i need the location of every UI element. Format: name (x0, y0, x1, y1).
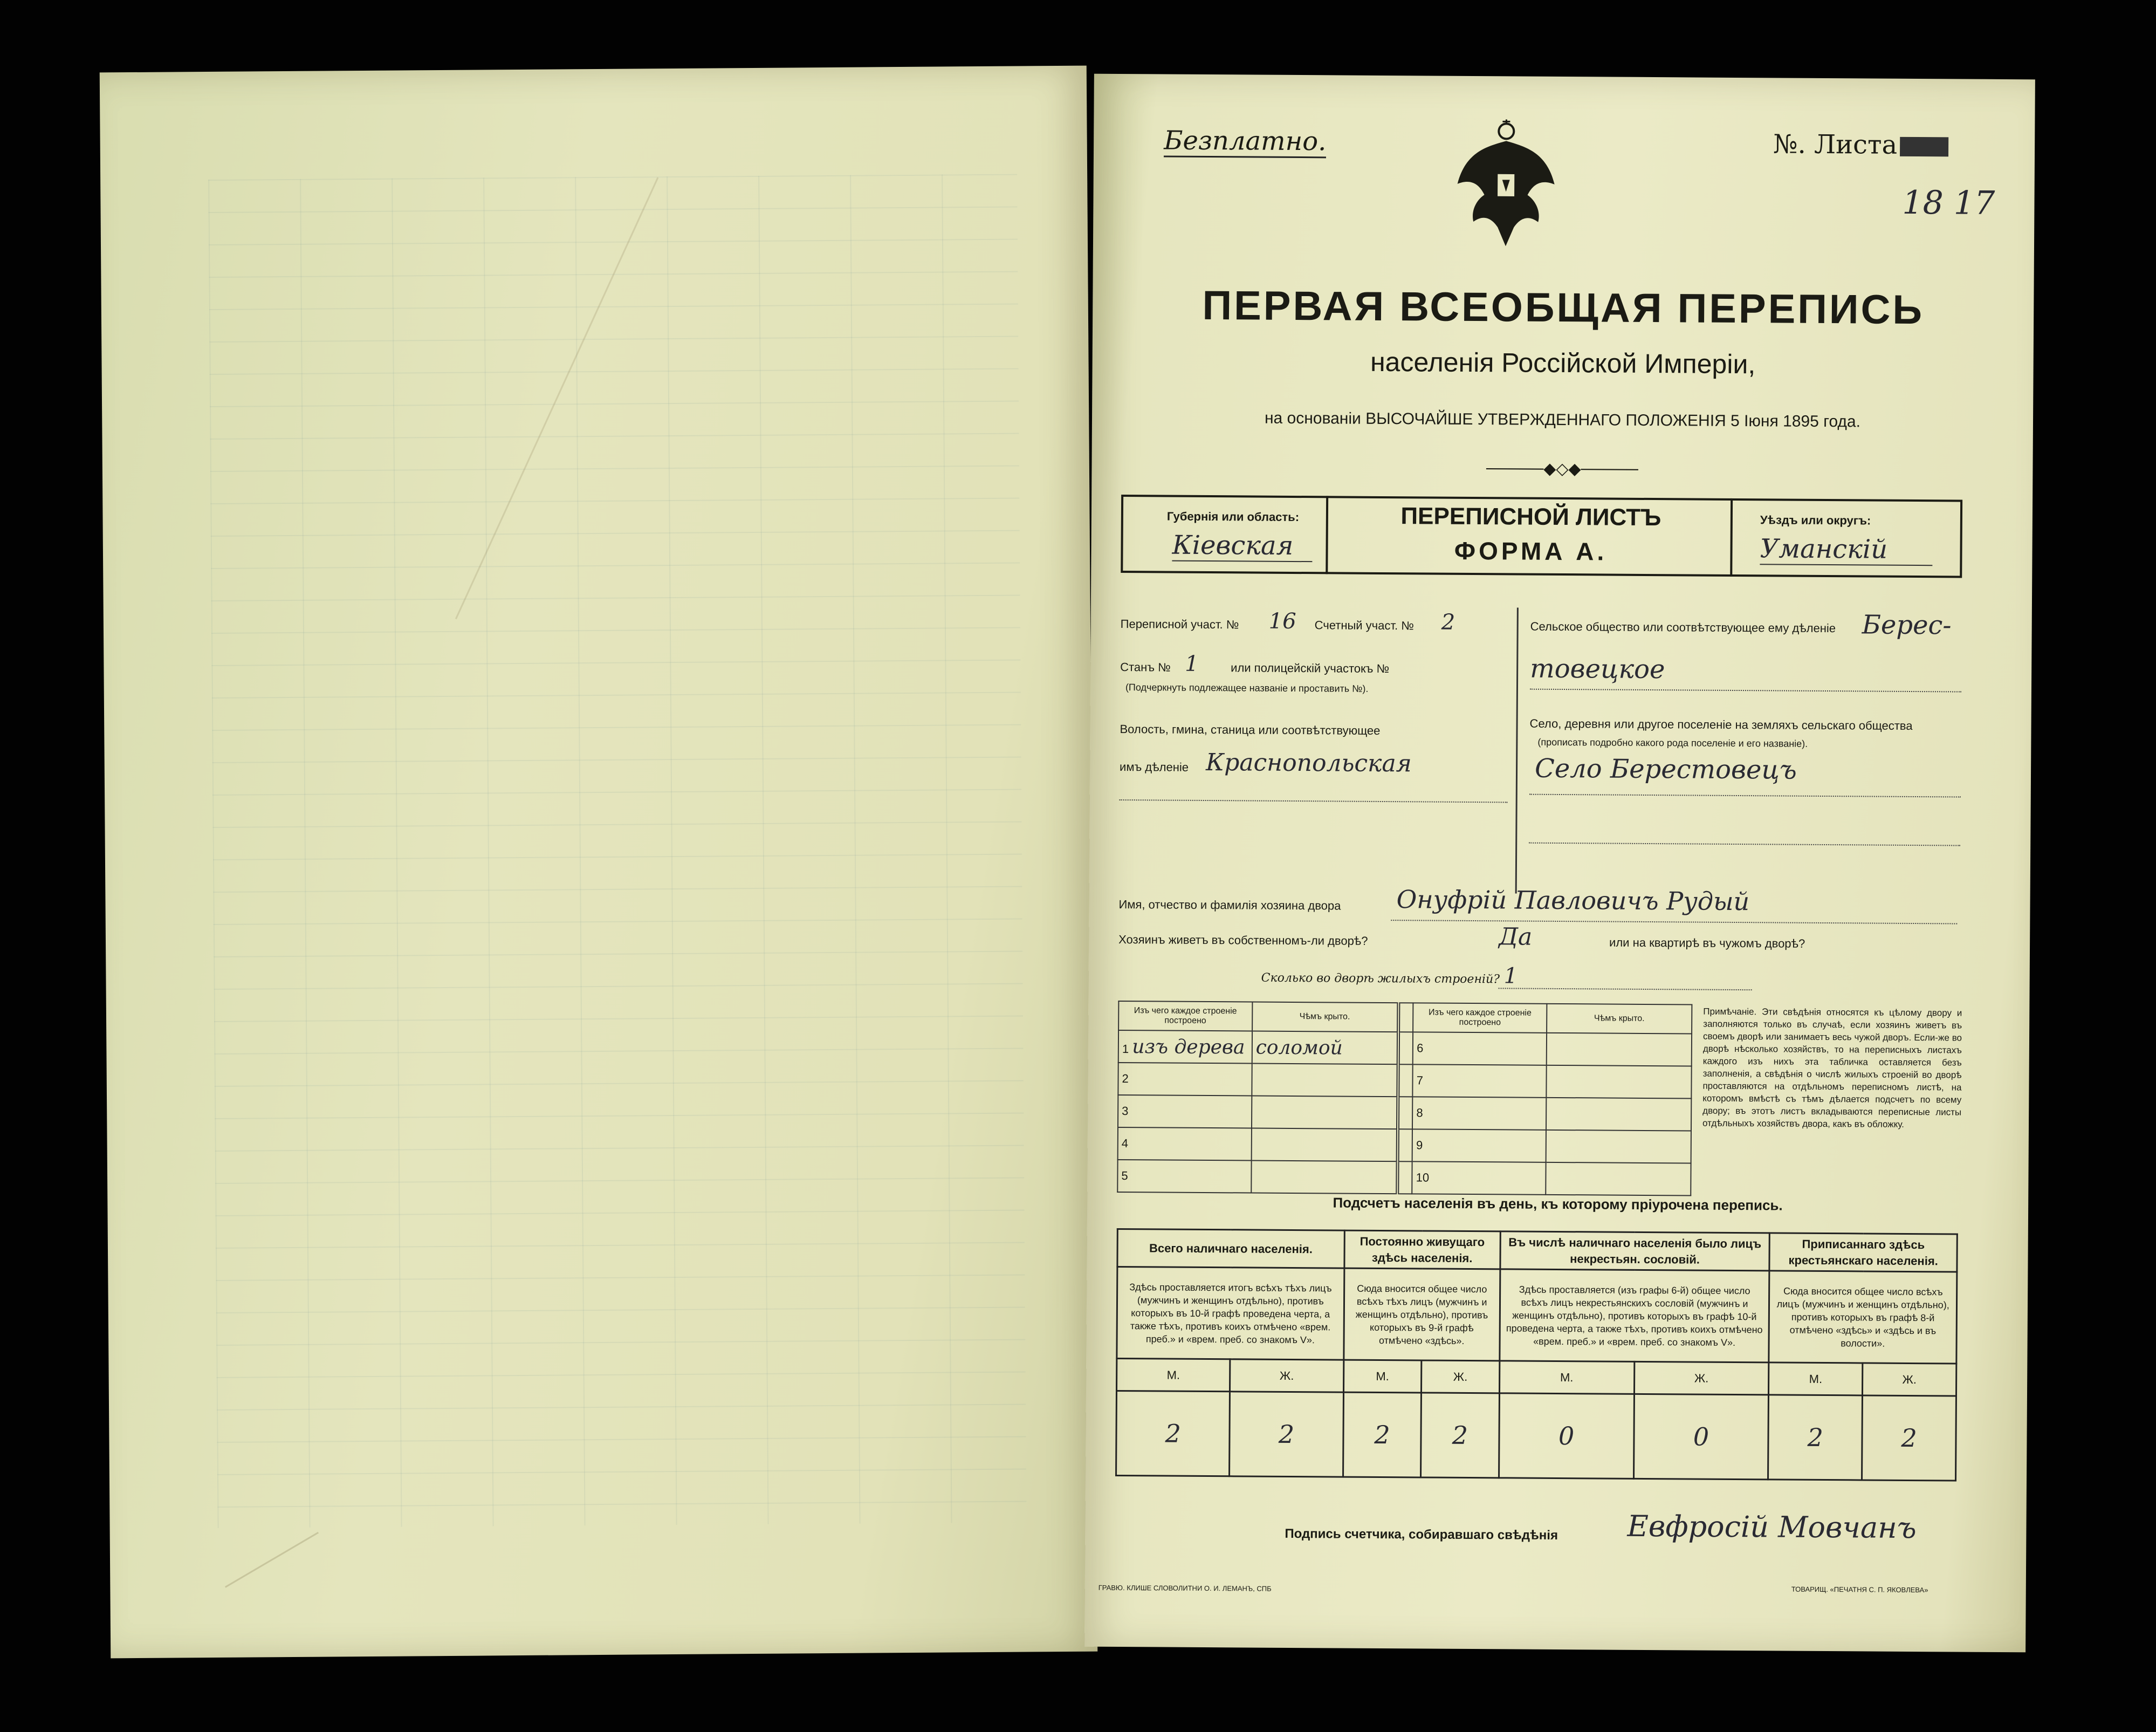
printer-left: ГРАВЮ. КЛИШЕ СЛОВОЛИТНИ О. И. ЛЕМАНЪ, СПБ (1098, 1583, 1272, 1593)
ornament-divider: ─────◆◇◆───── (1486, 460, 1638, 478)
form-type-title: ПЕРЕПИСНОЙ ЛИСТЪ (1400, 503, 1661, 531)
dotted-line (1529, 843, 1960, 846)
building-material-cell: 7 (1413, 1064, 1547, 1098)
form-type-code: ФОРМА А. (1454, 536, 1608, 566)
buildings-count-label: Сколько во дворѣ жилыхъ строеній? (1261, 971, 1500, 987)
female-header: Ж. (1422, 1360, 1500, 1393)
group-description: Здѣсь проставляется итогъ всѣхъ тѣхъ лицъ (мужчинъ и женщинъ отдѣльно), противъ которыхъ въ 10-й графѣ проведена черта, а также тѣхъ, противъ коихъ отмѣчено «врем. преб.» и «врем. преб. со знакомъ V». (1117, 1267, 1344, 1360)
form-subtitle: населенія Россійской Имперіи, (1370, 346, 1756, 380)
village-value: Село Берестовецъ (1534, 753, 1797, 785)
census-area-value: 16 (1268, 608, 1296, 634)
building-material-cell: 6 (1413, 1032, 1547, 1065)
society-value-1: Берес- (1862, 610, 1952, 641)
table-header: Изъ чего каждое строеніе построено (1413, 1003, 1547, 1033)
address-divider (1515, 608, 1519, 894)
building-material-cell: 4 (1118, 1127, 1252, 1161)
building-material-cell: 2 (1118, 1063, 1252, 1096)
village-label: Село, деревня или другое поселеніе на земляхъ сельскаго общества (1529, 716, 1913, 732)
volost-value: Краснопольская (1205, 748, 1412, 778)
police-label: или полицейскій участокъ № (1231, 661, 1390, 676)
province-value: Кіевская (1172, 530, 1312, 563)
female-header: Ж. (1863, 1363, 1956, 1396)
sheet-number-handwritten: 18 17 (1902, 183, 1995, 222)
female-count: 2 (1421, 1393, 1499, 1478)
building-roof-cell (1546, 1065, 1691, 1099)
table-row (1116, 1391, 1956, 1481)
table-header-row (1118, 1001, 1692, 1033)
form-title: ПЕРВАЯ ВСЕОБЩАЯ ПЕРЕПИСЬ (1202, 282, 1925, 333)
buildings-table (1117, 1001, 1692, 1196)
census-form-page (1084, 74, 2035, 1653)
building-roof-cell (1251, 1161, 1397, 1194)
building-roof-cell (1252, 1064, 1398, 1097)
printer-right: ТОВАРИЩ. «ПЕЧАТНЯ С. П. ЯКОВЛЕВА» (1791, 1585, 1928, 1594)
table-row (1117, 1358, 1956, 1396)
male-count: 0 (1499, 1393, 1634, 1479)
population-title: Подсчетъ населенія въ день, къ которому пріурочена перепись. (1333, 1194, 1783, 1214)
volost-label-2: имъ дѣленіе (1119, 760, 1189, 774)
stan-value: 1 (1185, 651, 1199, 676)
female-header: Ж. (1634, 1361, 1769, 1395)
paper-tear (225, 1532, 352, 1644)
male-count: 2 (1768, 1395, 1863, 1480)
dotted-line (1391, 920, 1957, 924)
building-roof-cell (1547, 1033, 1692, 1066)
building-roof-cell (1252, 1096, 1398, 1129)
district-value: Уманскій (1760, 533, 1932, 566)
building-roof-cell (1546, 1130, 1691, 1163)
group-title: Въ числѣ наличнаго населенія было лицъ некрестьян. сословій. (1500, 1231, 1770, 1271)
village-note: (прописать подробно какого рода поселеніе и его названіе). (1537, 736, 1808, 749)
volost-label: Волость, гмина, станица или соотвѣтствующее (1120, 722, 1381, 737)
province-label: Губернія или область: (1166, 509, 1300, 524)
buildings-note: Примѣчаніе. Эти свѣдѣнія относятся къ цѣлому двору и заполняются только въ случаѣ, если хозяинъ живетъ въ своемъ дворѣ или занимаетъ весь чужой дворъ. Если-же во дворѣ нѣсколько хозяйствъ, то на переписныхъ листахъ каждого изъ нихъ эта табличка оставляется безъ заполненія, а свѣдѣнія о числѣ жилыхъ строеній во дворѣ проставляются на отдѣльномъ переписномъ листѣ, на которомъ вмѣстѣ съ тѣмъ дѣлается подсчетъ по всему двору; въ этотъ листъ вкладываются переписные листы отдѣльныхъ хозяйствъ двора, какъ въ обложку. (1702, 1006, 1962, 1129)
table-row (1117, 1160, 1691, 1195)
table-header: Чѣмъ крыто. (1252, 1002, 1398, 1032)
table-row (1117, 1267, 1957, 1364)
imperial-eagle-icon (1454, 119, 1557, 249)
table-row (1118, 1030, 1692, 1066)
own-yard-label: Хозяинъ живетъ въ собственномъ-ли дворѣ? (1118, 933, 1368, 948)
male-header: М. (1499, 1361, 1634, 1394)
group-title: Постоянно живущаго здѣсь населенія. (1344, 1230, 1500, 1269)
building-material-cell: 3 (1118, 1095, 1252, 1128)
building-material-cell: 1 изъ дерева (1118, 1030, 1252, 1064)
male-header: М. (1117, 1358, 1231, 1391)
dotted-line (1530, 689, 1961, 693)
male-header: М. (1769, 1363, 1863, 1395)
left-page (100, 66, 1097, 1659)
form-legal-basis: на основаніи ВЫСОЧАЙШЕ УТВЕРЖДЕННАГО ПОЛОЖЕНІЯ 5 Іюня 1895 года. (1264, 409, 1861, 431)
apartment-label: или на квартирѣ въ чужомъ дворѣ? (1609, 935, 1805, 950)
table-row (1118, 1095, 1691, 1131)
table-row (1118, 1063, 1691, 1098)
signature-value: Евфросій Мовчанъ (1627, 1509, 1917, 1545)
dotted-line (1529, 794, 1961, 798)
male-header: М. (1343, 1360, 1422, 1393)
sheet-number-stamp (1900, 137, 1948, 157)
building-material-cell: 10 (1412, 1161, 1546, 1195)
group-description: Сюда вносится общее число всѣхъ тѣхъ лицъ (мужчинъ и женщинъ отдѣльно), противъ которыхъ въ 9-й графѣ отмѣчено «здѣсь». (1344, 1268, 1500, 1361)
free-label: Безплатно. (1164, 125, 1327, 158)
building-material-cell: 9 (1412, 1129, 1546, 1162)
census-area-label: Переписной участ. № (1120, 617, 1239, 632)
sheet-number-label: №. Листа (1773, 129, 1898, 160)
female-count: 0 (1633, 1394, 1769, 1480)
building-roof-cell: соломой (1252, 1031, 1398, 1065)
table-header: Чѣмъ крыто. (1547, 1004, 1692, 1034)
female-count: 2 (1230, 1392, 1343, 1477)
group-title: Приписаннаго здѣсь крестьянскаго населенія. (1769, 1233, 1957, 1272)
female-header: Ж. (1230, 1359, 1344, 1392)
group-description: Здѣсь проставляется (изъ графы 6-й) общее число всѣхъ лицъ некрестьянскихъ сословій (мужчинъ и женщинъ отдѣльно), противъ которыхъ въ графѣ 10-й проведена черта, а также тѣхъ, противъ коихъ отмѣчено «врем. преб.» и «врем. преб. со знакомъ V». (1500, 1269, 1770, 1363)
group-title: Всего наличнаго населенія. (1117, 1229, 1344, 1269)
male-count: 2 (1343, 1392, 1421, 1477)
building-roof-cell (1546, 1162, 1691, 1196)
count-area-label: Счетный участ. № (1314, 618, 1414, 633)
society-label: Сельское общество или соотвѣтствующее ему дѣленіе (1530, 619, 1836, 635)
dotted-line (1499, 988, 1752, 990)
dotted-line (1120, 799, 1508, 803)
signature-label: Подпись счетчика, собиравшаго свѣдѣнія (1285, 1526, 1558, 1543)
table-header-row (1117, 1229, 1957, 1272)
building-material-cell: 8 (1412, 1097, 1546, 1130)
building-material-cell: 5 (1117, 1160, 1251, 1193)
owner-name-label: Имя, отчество и фамилія хозяина двора (1118, 898, 1341, 913)
building-roof-cell (1251, 1128, 1397, 1162)
male-count: 2 (1116, 1391, 1230, 1476)
buildings-count-value: 1 (1503, 963, 1518, 989)
table-row (1118, 1127, 1691, 1163)
table-header: Изъ чего каждое строеніе построено (1118, 1001, 1252, 1031)
female-count: 2 (1862, 1395, 1956, 1481)
owner-name-value: Онуфрій Павловичъ Рудый (1396, 885, 1750, 916)
society-value-2: товецкое (1530, 653, 1665, 685)
own-yard-value: Да (1499, 923, 1533, 951)
group-description: Сюда вносится общее число всѣхъ лицъ (мужчинъ и женщинъ отдѣльно), противъ которыхъ въ графѣ 8-й отмѣчено «здѣсь» и «здѣсь и въ волости». (1769, 1271, 1957, 1364)
stan-label: Станъ № (1120, 660, 1171, 674)
population-table (1115, 1228, 1958, 1482)
underline-note: (Подчеркнуть подлежащее названіе и проставить №). (1125, 682, 1369, 694)
district-label: Уѣздъ или округъ: (1760, 513, 1871, 528)
building-roof-cell (1546, 1098, 1691, 1131)
count-area-value: 2 (1441, 610, 1455, 635)
